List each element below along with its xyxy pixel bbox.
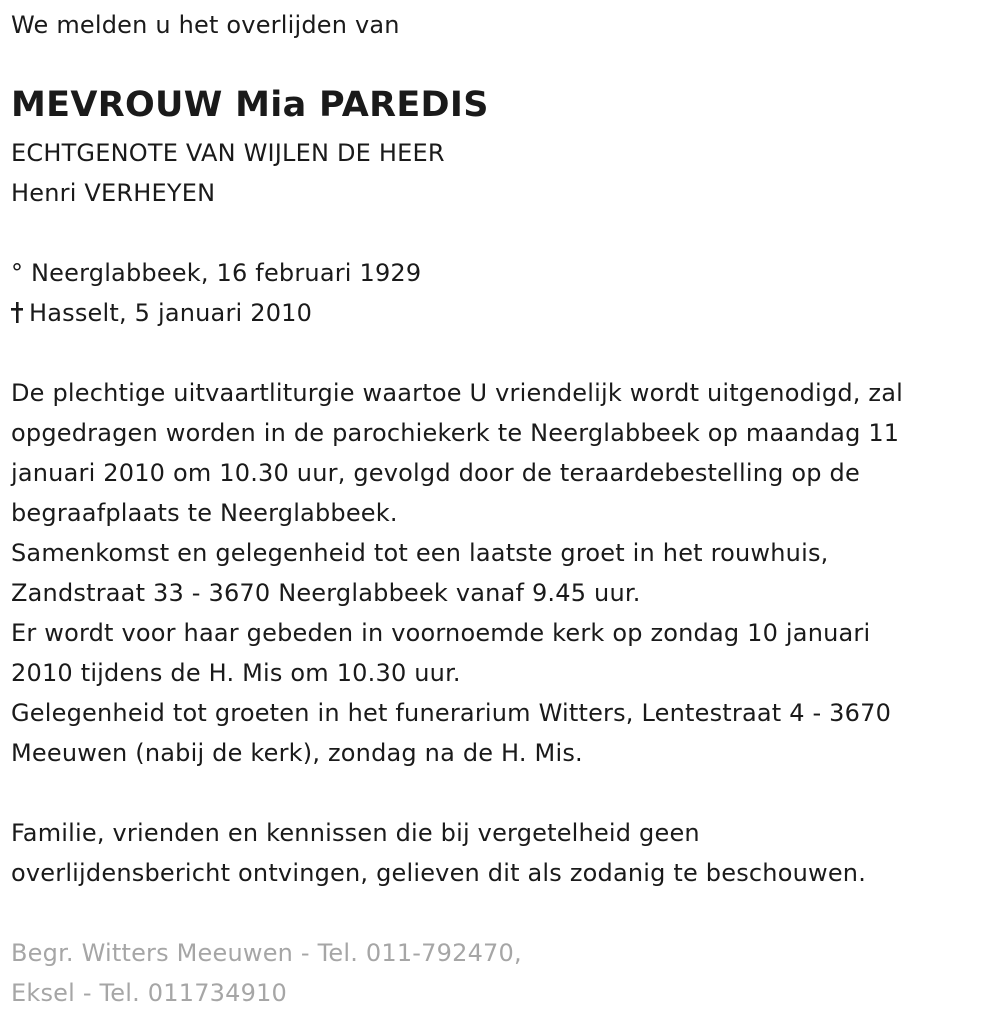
body-line: De plechtige uitvaartliturgie waartoe U vriendelijk wordt uitgenodigd, zal: [11, 379, 903, 407]
latin-cross-icon: [11, 300, 23, 324]
body-line: 2010 tijdens de H. Mis om 10.30 uur.: [11, 659, 461, 687]
relation-text: ECHTGENOTE VAN WIJLEN DE HEER: [11, 139, 445, 167]
body-line: opgedragen worden in de parochiekerk te Neerglabbeek op maandag 11: [11, 419, 900, 447]
funeral-home-line: Eksel - Tel. 011734910: [11, 979, 288, 1007]
body-line: Er wordt voor haar gebeden in voornoemde kerk op zondag 10 januari: [11, 619, 871, 647]
deceased-name: MEVROUW Mia PAREDIS: [11, 85, 489, 125]
death-line: [11, 293, 312, 333]
body-line: Zandstraat 33 - 3670 Neerglabbeek vanaf 9.45 uur.: [11, 579, 641, 607]
closing-line: Familie, vrienden en kennissen die bij vergetelheid geen: [11, 819, 700, 847]
intro-text: We melden u het overlijden van: [11, 11, 400, 39]
body-line: Gelegenheid tot groeten in het funerarium Witters, Lentestraat 4 - 3670: [11, 699, 892, 727]
body-line: Samenkomst en gelegenheid tot een laatste groet in het rouwhuis,: [11, 539, 829, 567]
birth-line: ° Neerglabbeek, 16 februari 1929: [11, 259, 422, 287]
spouse-name: Henri VERHEYEN: [11, 179, 216, 207]
body-line: Meeuwen (nabij de kerk), zondag na de H. Mis.: [11, 739, 583, 767]
closing-line: overlijdensbericht ontvingen, gelieven dit als zodanig te beschouwen.: [11, 859, 867, 887]
funeral-home-line: Begr. Witters Meeuwen - Tel. 011-792470,: [11, 939, 522, 967]
body-line: begraafplaats te Neerglabbeek.: [11, 499, 398, 527]
death-text: Hasselt, 5 januari 2010: [29, 299, 313, 327]
body-line: januari 2010 om 10.30 uur, gevolgd door de teraardebestelling op de: [11, 459, 860, 487]
